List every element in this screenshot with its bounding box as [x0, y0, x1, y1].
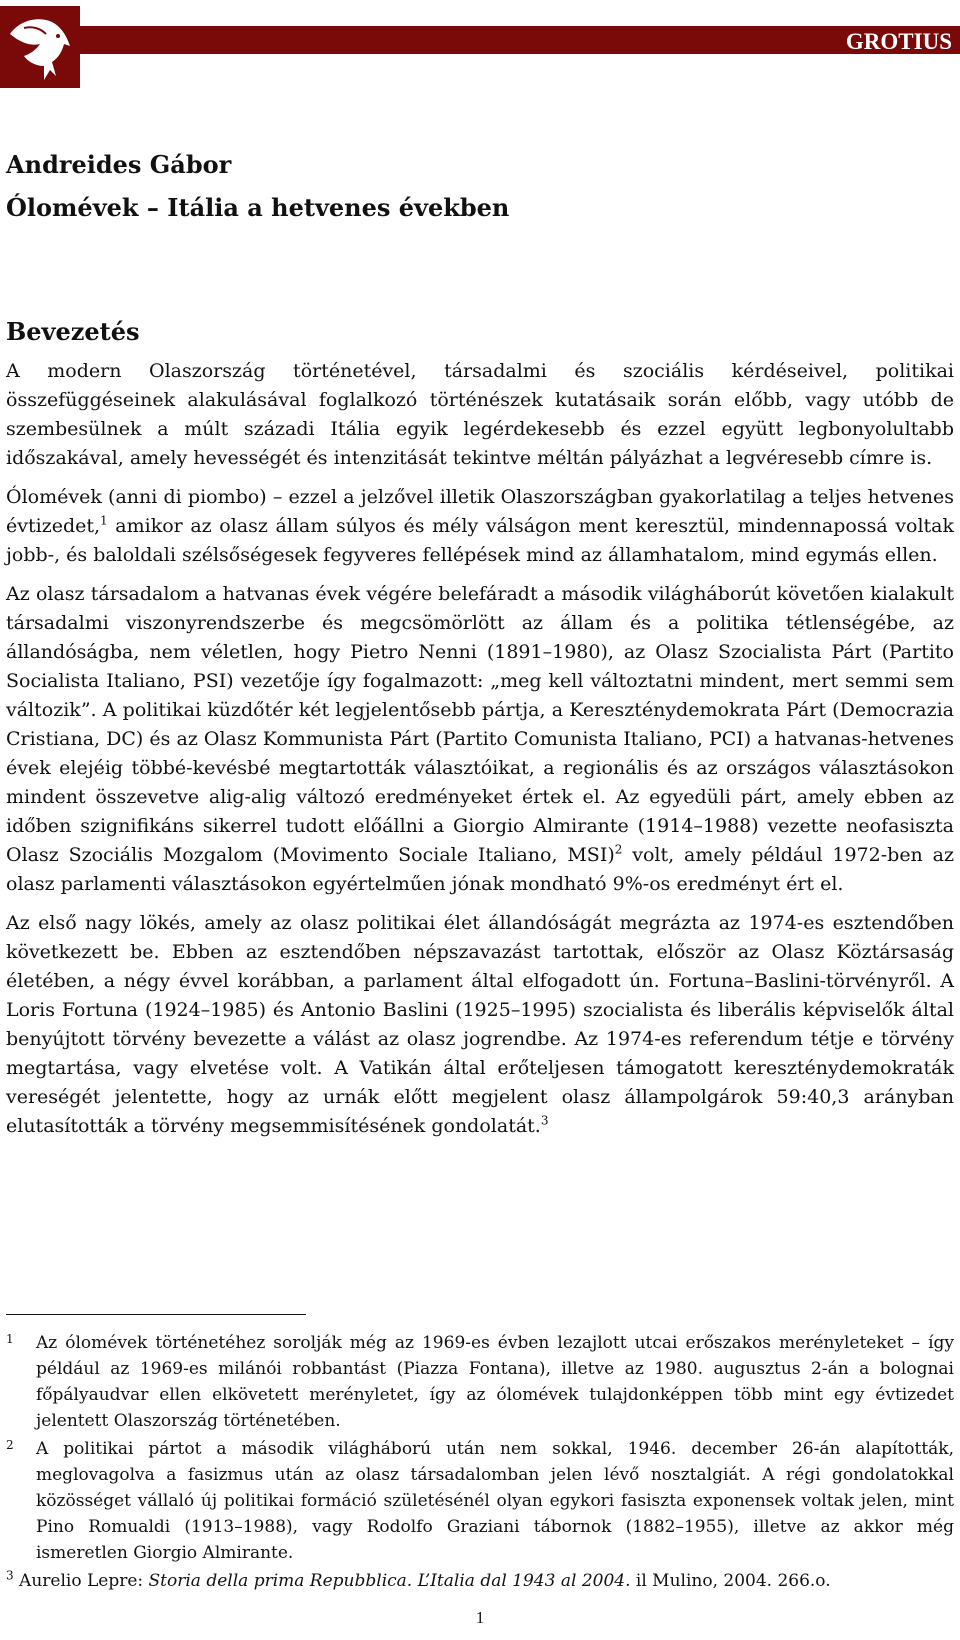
footnote-3 [6, 1568, 954, 1594]
footnote-divider [6, 1314, 306, 1315]
footnote-3-author: Aurelio Lepre: [19, 1571, 149, 1591]
footnotes [6, 1330, 954, 1596]
footnote-2-number: 2 [6, 1438, 14, 1452]
paragraph-2-text-b: amikor az olasz állam súlyos és mély válságon ment keresztül, mindennapossá voltak jobb-, és baloldali szélsőségesek fegyveres fellépések mind az államhatalom, mind egymás ellen. [6, 515, 954, 566]
paragraph-4 [6, 909, 954, 1141]
paragraph-4-text: Az első nagy lökés, amely az olasz politikai élet állandóságát megrázta az 1974-es esztendőben következett be. Ebben az esztendőben népszavazást tartottak, először az Olasz Köztársaság életében, a négy évvel korábban, a parlament által elfogadott ún. Fortuna–Baslini-törvényről. A Loris Fortuna (1924–1985) és Antonio Baslini (1925–1995) szocialista és liberális képviselők által benyújtott törvény bevezette a válást az olasz jogrendbe. Az 1974-es referendum tétje e törvény megtartása, vagy elvetése volt. A Vatikán által erőteljesen támogatott kereszténydemokraták vereségét jelentette, hogy az urnák előtt megjelent olasz állampolgárok 59:40,3 arányban elutasították a törvény megsemmisítésének gondolatát. [6, 912, 954, 1137]
header-bar [0, 26, 960, 54]
footnote-3-number: 3 [6, 1568, 14, 1583]
paragraph-1: A modern Olaszország történetével, társadalmi és szociális kérdéseivel, politikai összefüggéseinek alakulásával foglalkozó történészek kutatásaik során előbb, vagy utóbb de szembesülnek a múlt századi Itália egyik legérdekesebb és ezzel együtt legbonyolultabb időszakával, amely hevességét és intenzitását tekintve méltán pályázhat a legvéresebb címre is. [6, 360, 954, 469]
paragraph-2 [6, 483, 954, 570]
footnote-2-text: A politikai pártot a második világháború után nem sokkal, 1946. december 26-án alapították, meglovagolva a fasizmus után az olasz társadalomban jelen lévő nosztalgiát. A régi gondolatokkal közösséget vállaló új politikai formáció születésénél olyan egykori fasiszta exponensek voltak jelen, mint Pino Romualdi (1913–1988), vagy Rodolfo Graziani tábornok (1882–1955), illetve az akkor még ismeretlen Giorgio Almirante. [36, 1439, 954, 1563]
paragraph-3-text-a: Az olasz társadalom a hatvanas évek végére belefáradt a második világháborút követően kialakult társadalmi viszonyrendszerbe és megcsömörlött az állam és a politika tétlenségébe, az állandóságba, nem véletlen, hogy Pietro Nenni (1891–1980), az Olasz Szocialista Párt (Partito Socialista Italiano, PSI) vezetője így fogalmazott: „meg kell változtatni mindent, mert semmi sem változik”. A politikai küzdőtér két legjelentősebb pártja, a Kereszténydemokrata Párt (Democrazia Cristiana, DC) és az Olasz Kommunista Párt (Partito Comunista Italiano, PCI) a hatvanas-hetvenes évek elejéig többé-kevésbé megtartották választóikat, a regionális és az országos választásokon mindent összevetve alig-alig változó eredményeket értek el. Az egyedüli párt, amely ebben az időben szignifikáns sikerrel tudott előállni a Giorgio Almirante (1914–1988) vezette neofasiszta Olasz Szociális Mozgalom (Movimento Sociale Italiano, MSI) [6, 583, 954, 866]
grotius-logo [0, 6, 80, 88]
footnote-1-number: 1 [6, 1332, 14, 1346]
author-name: Andreides Gábor [6, 150, 232, 179]
footnote-3-publisher: il Mulino, 2004. 266.o. [630, 1571, 831, 1591]
footnote-1-text: Az ólomévek történetéhez sorolják még az 1969-es évben lezajlott utcai erőszakos merényleteket – így például az 1969-es milánói robbantást (Piazza Fontana), illetve az 1980. augusztus 2-án a bolognai főpályaudvar ellen elkövetett merényletet, így az ólomévek tulajdonképpen több mint egy évtizedet jelentett Olaszország történetében. [36, 1333, 954, 1431]
page-number: 1 [475, 1608, 485, 1627]
footnote-ref-2[interactable]: 2 [614, 842, 623, 857]
footnote-3-book: Storia della prima Repubblica. L’Italia dal 1943 al 2004. [148, 1571, 631, 1591]
brand-name: GROTIUS [845, 29, 952, 54]
paragraph-3 [6, 580, 954, 899]
footnote-ref-3[interactable]: 3 [540, 1113, 549, 1128]
article-title: Ólomévek – Itália a hetvenes években [6, 193, 510, 222]
section-heading: Bevezetés [6, 317, 140, 346]
footnote-1 [6, 1330, 954, 1434]
paragraph-2-text-a: Ólomévek (anni di piombo) – ezzel a jelzővel illetik Olaszországban gyakorlatilag a teljes hetvenes évtizedet, [6, 486, 954, 537]
bird-logo-icon [0, 6, 80, 88]
footnote-ref-1[interactable]: 1 [100, 513, 108, 528]
paragraph-3-text-b: volt, amely például 1972-ben az olasz parlamenti választásokon egyértelműen jónak mondható 9%-os eredményt ért el. [6, 844, 954, 895]
article-body [6, 357, 954, 1151]
footnote-2 [6, 1436, 954, 1566]
